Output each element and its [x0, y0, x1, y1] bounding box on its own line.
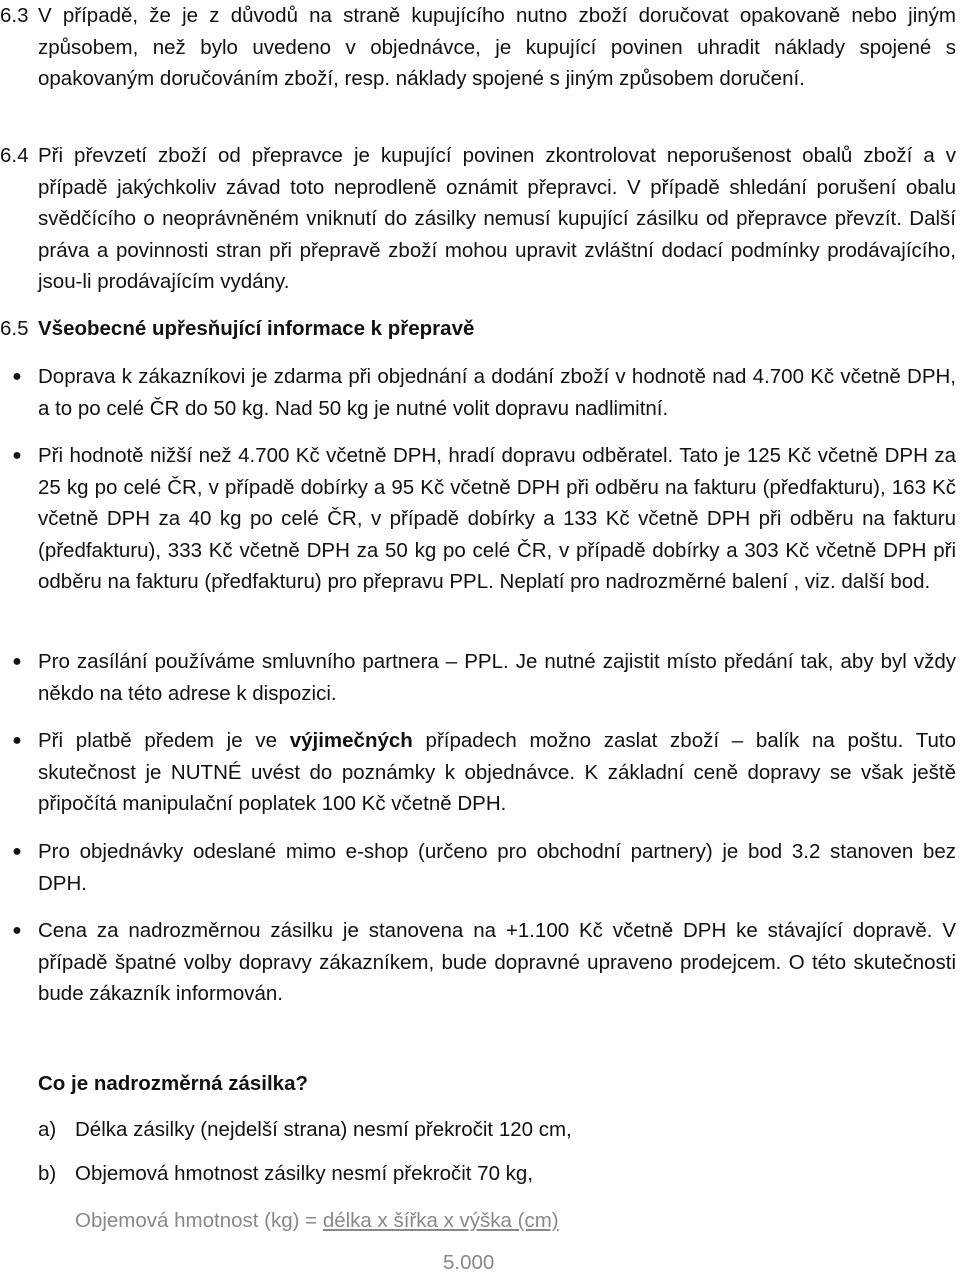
- section-text-part-b: V případě shledání porušení obalu svědčícího o neoprávněném vniknutí do zásilky nemusí kupující zásilku od přepravce převzít.: [38, 175, 957, 230]
- bullet-text: Cena za nadrozměrnou zásilku je stanovena na +1.100 Kč včetně DPH ke stávající dopravě. V případě špatné volby dopravy zákazníkem, bude dopravné upraveno prodejcem. O této skutečnosti bude zákazník informován.: [38, 919, 956, 1005]
- section-text: V případě, že je z důvodů na straně kupujícího nutno zboží doručovat opakovaně nebo jiným způsobem, než bylo uvedeno v objednávce, je kupující povinen uhradit náklady spojené s opakovaným doručováním zboží, resp. náklady spojené s jiným způsobem doručení.: [38, 4, 956, 90]
- section-number: 6.3: [0, 4, 29, 27]
- volumetric-formula: [75, 1205, 559, 1236]
- bullet-icon: ●: [12, 368, 22, 385]
- bullet-text: Doprava k zákazníkovi je zdarma při objednání a dodání zboží v hodnotě nad 4.700 Kč včetně DPH, a to po celé ČR do 50 kg. Nad 50 kg je nutné volit dopravu nadlimitní.: [38, 365, 956, 420]
- bullet-text: Pro zasílání používáme smluvního partnera – PPL. Je nutné zajistit místo předání tak, aby byl vždy někdo na této adrese k dispozici.: [38, 650, 956, 705]
- oversize-heading: Co je nadrozměrná zásilka?: [38, 1072, 309, 1095]
- bullet-icon: ●: [12, 732, 22, 749]
- bullet-text: [38, 725, 956, 820]
- bullet-icon: ●: [12, 447, 22, 464]
- section-text-part-a: Při převzetí zboží od přepravce je kupující povinen zkontrolovat neporušenost obalů zboží a v případě jakýchkoliv závad toto neprodleně oznámit přepravci.: [38, 144, 956, 199]
- list-marker: a): [38, 1118, 57, 1141]
- list-text: Objemová hmotnost zásilky nesmí překročit 70 kg,: [75, 1162, 534, 1185]
- section-text-part-c: Další práva a povinnosti stran při přepravě zboží mohou upravit zvláštní dodací podmínky prodávajícího, jsou-li prodávajícím vydány.: [38, 207, 956, 293]
- section-number: 6.4: [0, 144, 29, 167]
- list-marker: b): [38, 1162, 57, 1185]
- bullet-text: Při hodnotě nižší než 4.700 Kč včetně DPH, hradí dopravu odběratel. Tato je 125 Kč včetně DPH za 25 kg po celé ČR, v případě dobírky a 95 Kč včetně DPH při odběru na fakturu (předfakturu), 163 Kč včetně DPH za 40 kg po celé ČR, v případě dobírky a 133 Kč včetně DPH při odběru na fakturu (předfakturu), 333 Kč včetně DPH za 50 kg po celé ČR, v případě dobírky a 303 Kč včetně DPH při odběru na fakturu (předfakturu) pro přepravu PPL. Neplatí pro nadrozměrné balení , viz. další bod.: [38, 444, 956, 593]
- bullet-text-emphasis: výjimečných: [289, 729, 413, 752]
- formula-lhs: Objemová hmotnost (kg) =: [75, 1209, 323, 1232]
- bullet-text: Pro objednávky odeslané mimo e-shop (určeno pro obchodní partnery) je bod 3.2 stanoven bez DPH.: [38, 840, 956, 895]
- list-text: Délka zásilky (nejdelší strana) nesmí překročit 120 cm,: [75, 1118, 572, 1141]
- oversize-item: [38, 1158, 533, 1189]
- bullet-text-after: případech možno zaslat zboží – balík na poštu. Tuto skutečnost je NUTNÉ uvést do poznámky k objednávce. K základní ceně dopravy se však ještě připočítá manipulační poplatek 100 Kč včetně DPH.: [38, 729, 956, 815]
- bullet-text-before: Při platbě předem je ve: [38, 729, 290, 752]
- formula-denominator: 5.000: [443, 1251, 495, 1274]
- section-heading: Všeobecné upřesňující informace k přepravě: [38, 317, 475, 340]
- section-number: 6.5: [0, 317, 29, 340]
- bullet-icon: ●: [12, 653, 22, 670]
- section-text: [38, 140, 956, 298]
- oversize-item: [38, 1114, 572, 1145]
- bullet-icon: ●: [12, 922, 22, 939]
- formula-numerator: délka x šířka x výška (cm): [322, 1209, 559, 1232]
- bullet-icon: ●: [12, 843, 22, 860]
